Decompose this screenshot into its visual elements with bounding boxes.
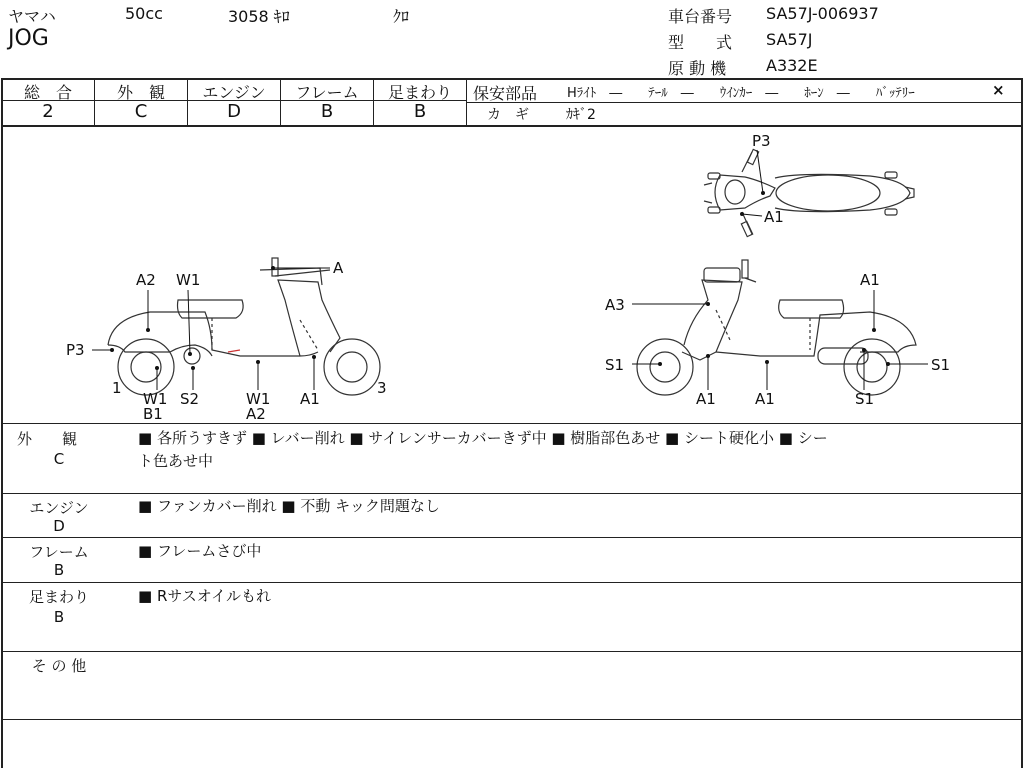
label-right-a1-bottom-1: A1 [696,390,716,408]
type-value: SA57J [766,30,813,49]
rating-label-suspension: 足まわり [387,83,452,102]
key-label: カ ギ [487,107,529,123]
section-text-engine: ■ ファンカバー削れ ■ 不動 キック問題なし [138,497,440,515]
label-left-a: A [333,259,344,277]
label-left-1: 1 [112,379,122,397]
label-right-a1-top: A1 [860,271,880,289]
label-left-s2: S2 [180,390,200,408]
model-name: JOG [8,26,49,51]
rating-value-overall: 2 [42,101,54,122]
section-label-frame: フレーム [29,543,89,561]
label-right-s1-left: S1 [605,356,625,374]
section-text-exterior: ■ 各所うすきず ■ レバー削れ ■ サイレンサーカバーきず中 ■ 樹脂部色あせ ■ シート硬化小 ■ シー [138,429,828,447]
safety-label: 保安部品 [473,84,538,103]
section-label-other: そ の 他 [31,657,87,675]
top-view-scooter [704,149,914,236]
section-label-suspension: 足まわり [28,588,89,606]
key-value: ｶｷﾞ2 [566,107,596,123]
label-left-p3: P3 [66,341,85,359]
section-grade-suspension: B [53,608,65,626]
section-text-exterior-cont: ト色あせ中 [138,452,214,470]
section-text-frame: ■ フレームさび中 [138,542,262,560]
label-right-a3: A3 [605,296,625,314]
mileage: 3058 ｷﾛ [228,7,290,26]
label-left-w1-b1-bottom: B1 [143,405,163,423]
safety-items: Hﾗｲﾄ ― ﾃｰﾙ ― ｳｲﾝｶｰ ― ﾎｰﾝ ― ﾊﾞｯﾃﾘｰ [567,86,915,101]
rating-label-overall: 総 合 [23,83,72,102]
type-label: 型 式 [668,33,733,52]
engine-value: A332E [766,56,818,75]
rating-label-frame: フレーム [295,83,359,102]
label-left-3: 3 [377,379,387,397]
color: ｸﾛ [393,7,410,26]
label-right-s1-right: S1 [931,356,951,374]
label-top-p3: P3 [752,132,771,150]
rating-value-engine: D [227,101,241,122]
section-label-exterior: 外 観 [16,430,77,448]
section-grade-engine: D [53,517,65,535]
battery-mark: × [992,81,1005,99]
frame-no-label: 車台番号 [668,7,733,26]
label-right-s1-bottom: S1 [855,390,875,408]
label-right-a1-bottom-2: A1 [755,390,775,408]
section-text-suspension: ■ Rサスオイルもれ [138,587,272,605]
label-left-a1: A1 [300,390,320,408]
section-label-engine: エンジン [29,499,89,517]
label-left-w1-a2-bottom: A2 [246,405,266,423]
maker: ヤマハ [8,7,56,26]
rating-value-frame: B [320,101,334,122]
label-top-a1: A1 [764,208,784,226]
section-grade-exterior: C [53,450,65,468]
label-left-w1-a2-top: W1 [246,390,271,408]
rating-label-exterior: 外 観 [116,83,165,102]
rating-value-suspension: B [413,101,427,122]
label-left-a2: A2 [136,271,156,289]
label-left-w1: W1 [176,271,201,289]
frame-no: SA57J-006937 [766,4,879,23]
label-left-w1-b1-top: W1 [143,390,168,408]
rating-value-exterior: C [134,101,148,122]
section-grade-frame: B [53,561,65,579]
displacement: 50cc [125,4,163,23]
rating-label-engine: エンジン [202,83,266,102]
engine-label: 原 動 機 [668,59,727,78]
